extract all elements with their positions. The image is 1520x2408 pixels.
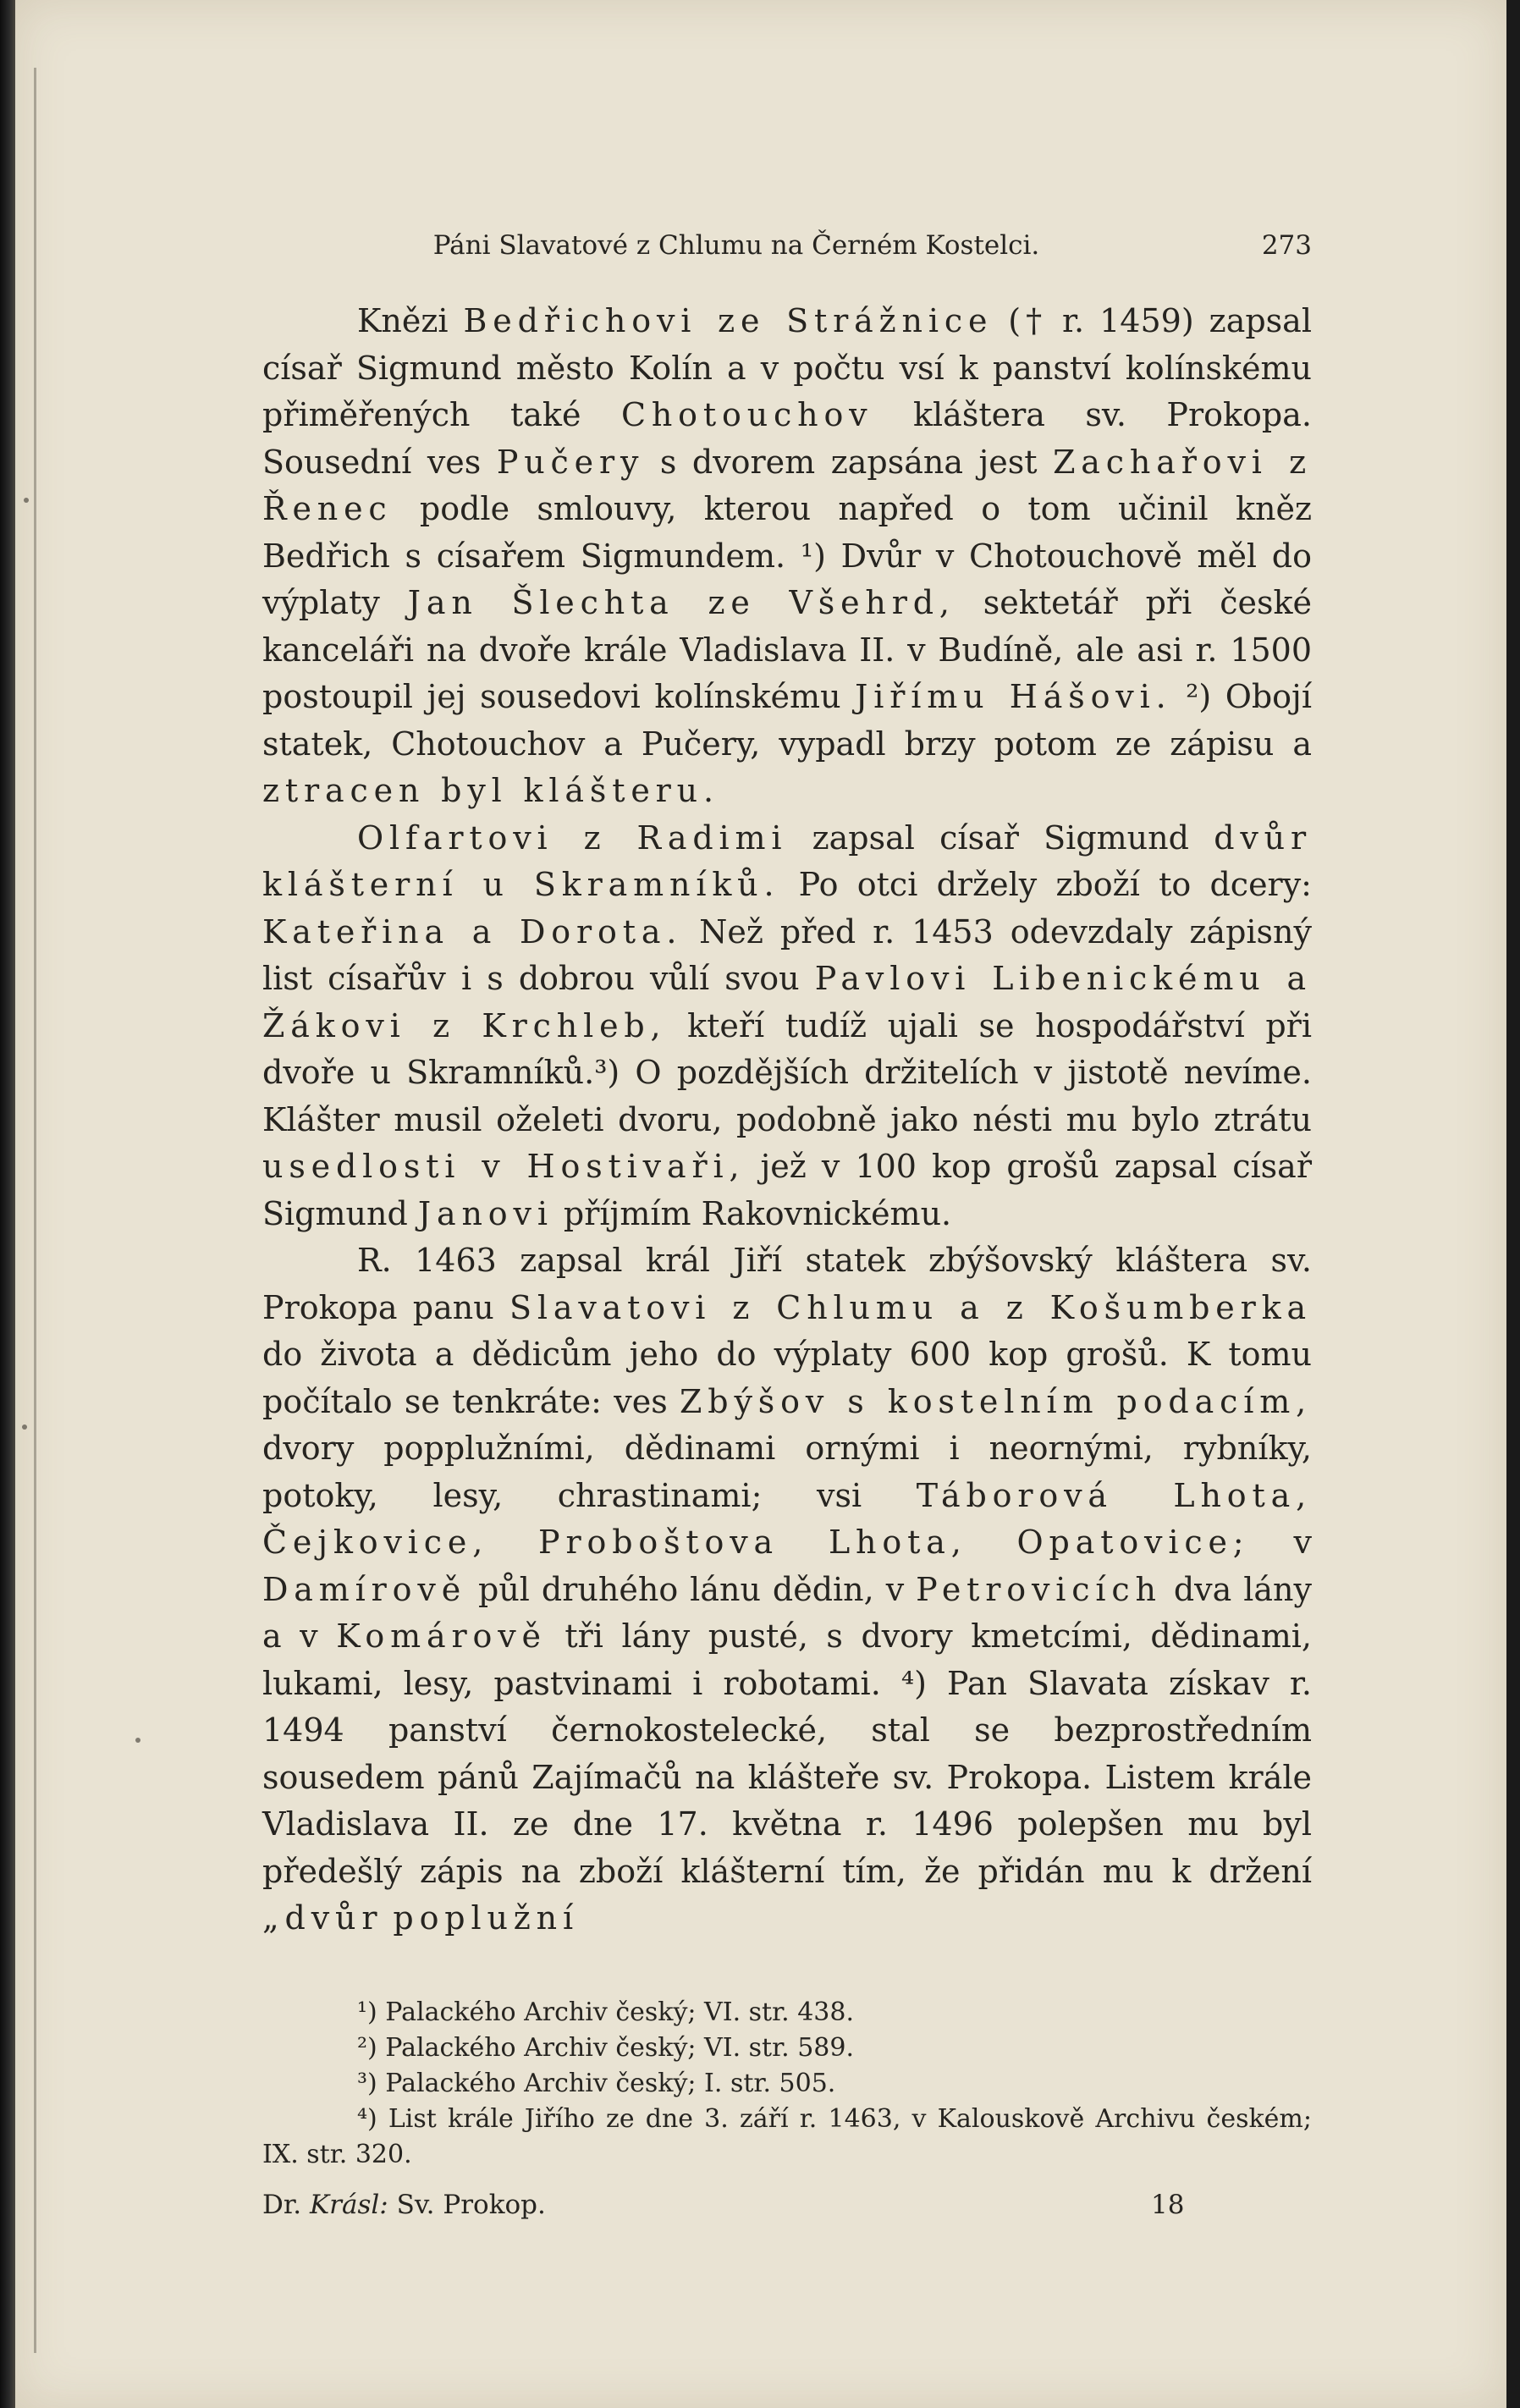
footnotes — [262, 1995, 1312, 2173]
spaced-name: Damírově — [262, 1570, 467, 1608]
signature-author: Dr. Krásl: Sv. Prokop. — [262, 2189, 546, 2220]
spaced-name: Kateřina a Dorota. — [262, 912, 683, 951]
spaced-name: Olfartovi z Radimi — [357, 818, 788, 857]
footnote-1: ¹) Palackého Archiv český; VI. str. 438. — [357, 1997, 855, 2027]
spaced-name: ztracen byl klášteru. — [262, 772, 719, 809]
spaced-name: Pučery — [496, 443, 645, 481]
text-block — [262, 227, 1312, 2223]
printer-signature — [262, 2186, 1312, 2223]
spaced-name: Slavatovi z Chlumu a z Košumberka — [509, 1288, 1312, 1326]
margin-speck — [24, 498, 29, 503]
footnote-4: ⁴) List krále Jiřího ze dne 3. září r. 1463, v Kalouskově Archivu českém; IX. str. 320. — [262, 2103, 1312, 2169]
margin-speck — [135, 1738, 140, 1743]
spaced-name: Petrovicích — [916, 1570, 1162, 1608]
gutter-line — [34, 68, 36, 2353]
spaced-name: dvůr klášterní u Skramníků. — [262, 818, 1312, 903]
footnote-2: ²) Palackého Archiv český; VI. str. 589. — [357, 2032, 855, 2063]
sheet-number: 18 — [1151, 2189, 1185, 2220]
footnote-3: ³) Palackého Archiv český; I. str. 505. — [357, 2068, 836, 2098]
spaced-name: Zbýšov s kostelním podacím, — [680, 1382, 1313, 1420]
paragraph-1: Knězi Bedřichovi ze Strážnice († r. 1459) zapsal císař Sigmund město Kolín a v počtu vsí k panství kolínskému přiměřených také Chotouchov kláštera sv. Prokopa. Sousední ves Pučery s dvorem zapsána jest Zachařovi z Řenec podle smlouvy, kterou napřed o tom učinil kněz Bedřich s císařem Sigmundem. ¹) Dvůr v Chotouchově měl do výplaty Jan Šlechta ze Všehrd, sektetář při české kanceláři na dvoře krále Vladislava II. v Budíně, ale asi r. 1500 postoupil jej sousedovi kolínskému Jiřímu Hášovi. ²) Obojí statek, Chotouchov a Pučery, vypadl brzy potom ze zápisu a ztracen byl klášteru. — [262, 302, 1312, 809]
spaced-name: Jan Šlechta ze Všehrd, — [407, 584, 956, 621]
spaced-name: Chotouchov — [620, 396, 873, 433]
spaced-name: „dvůr — [262, 1899, 383, 1937]
spaced-name: Janovi — [417, 1194, 553, 1232]
page-number: 273 — [1261, 230, 1312, 261]
spaced-name: Jiřímu Hášovi. — [855, 678, 1172, 715]
book-page — [15, 0, 1506, 2408]
spaced-name: poplužní — [393, 1899, 579, 1937]
spaced-name: Komárově — [336, 1617, 547, 1655]
spaced-name: Táborová Lhota, Čejkovice, Proboštova Lhota, Opatovice; — [262, 1476, 1312, 1561]
spaced-name: Bedřichovi ze Strážnice — [463, 302, 994, 339]
spaced-name: usedlosti v Hostivaři, — [262, 1148, 746, 1185]
paragraph-3: R. 1463 zapsal král Jiří statek zbýšovský kláštera sv. Prokopa panu Slavatovi z Chlumu a z Košumberka do života a dědicům jeho do výplaty 600 kop grošů. K tomu počítalo se tenkráte: ves Zbýšov s kostelním podacím, dvory popplužními, dědinami ornými i neornými, rybníky, potoky, lesy, chrastinami; vsi Táborová Lhota, Čejkovice, Proboštova Lhota, Opatovice; v Damírově půl druhého lánu dědin, v Petrovicích dva lány a v Komárově tři lány pusté, s dvory kmetcími, dědinami, lukami, lesy, pastvinami i robotami. ⁴) Pan Slavata získav r. 1494 panství černokostelecké, stal se bezprostředním sousedem pánů Zajímačů na klášteře sv. Prokopa. Listem krále Vladislava II. ze dne 17. května r. 1496 polepšen mu byl předešlý zápis na zboží klášterní tím, že přidán mu k držení „dvůr poplužní — [262, 1242, 1313, 1937]
spaced-name: Zachařovi z Řenec — [262, 443, 1312, 527]
paragraph-2: Olfartovi z Radimi zapsal císař Sigmund dvůr klášterní u Skramníků. Po otci držely zboží to dcery: Kateřina a Dorota. Než před r. 1453 odevzdaly zápisný list císařův i s dobrou vůlí svou Pavlovi Libenickému a Žákovi z Krchleb, kteří tudíž ujali se hospodářství při dvoře u Skramníků.³) O pozdějších držitelích v jistotě nevíme. Klášter musil oželeti dvoru, podobně jako nésti mu bylo ztrátu usedlosti v Hostivaři, jež v 100 kop grošů zapsal císař Sigmund Janovi příjmím Rakovnickému. — [262, 818, 1312, 1232]
margin-speck — [22, 1424, 27, 1430]
book-spine-shadow — [0, 0, 15, 2408]
spaced-name: Pavlovi Libenickému a Žákovi z Krchleb, — [262, 960, 1312, 1044]
running-head — [262, 227, 1312, 264]
running-title: Páni Slavatové z Chlumu na Černém Kostelci. — [432, 230, 1040, 261]
body-text — [262, 298, 1312, 1942]
